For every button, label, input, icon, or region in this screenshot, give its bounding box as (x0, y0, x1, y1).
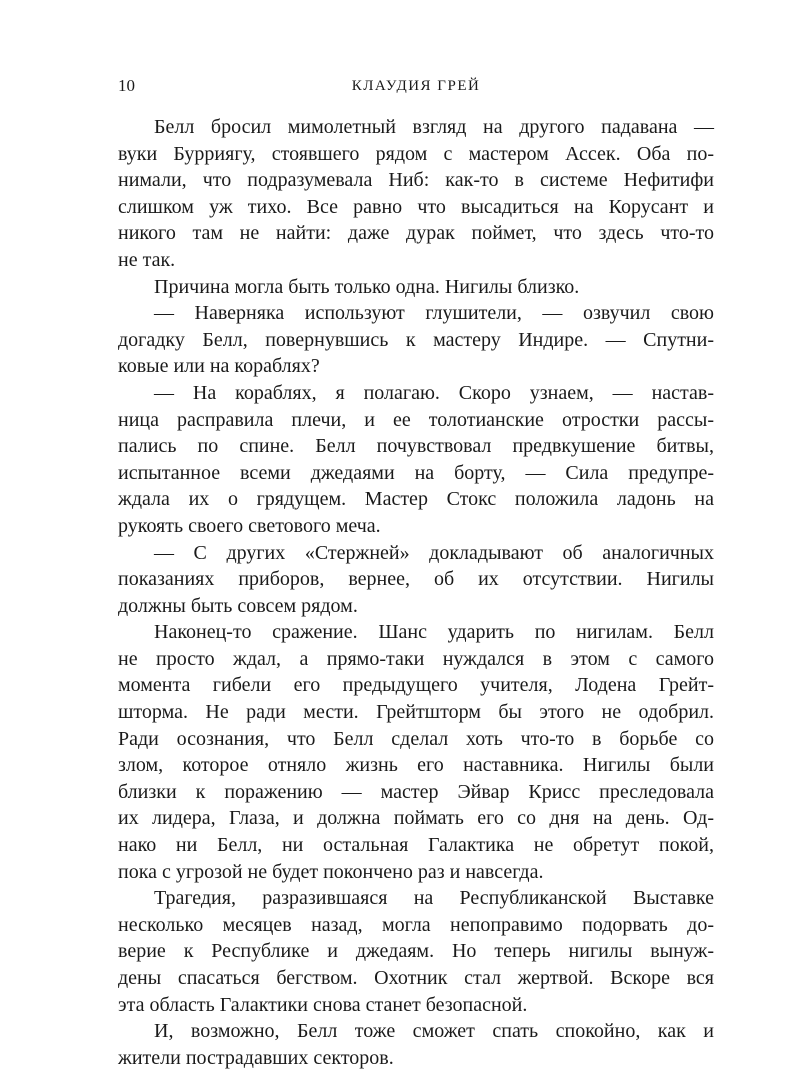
text-line: должны быть совсем рядом. (118, 594, 358, 617)
text-line: эта область Галактики снова станет безопасной. (118, 993, 528, 1016)
body-text (118, 114, 714, 1071)
text-line: догадку Белл, повернувшись к мастеру Индире. — Спутни- (118, 328, 714, 351)
text-line: никого там не найти: даже дурак поймет, что здесь что-то (118, 222, 714, 245)
text-line: испытанное всеми джедаями на борту, — Сила предупре- (118, 461, 714, 484)
running-head-author: КЛАУДИЯ ГРЕЙ (351, 78, 481, 94)
text-line: показаниях приборов, вернее, об их отсутствии. Нигилы (118, 568, 714, 591)
text-line: несколько месяцев назад, могла непоправимо подорвать до- (118, 913, 714, 936)
text-line: Трагедия, разразившаяся на Республиканской Выставке (154, 887, 714, 910)
text-line: нако ни Белл, ни остальная Галактика не обретут покой, (118, 834, 714, 857)
page-header (118, 76, 714, 100)
text-line: Причина могла быть только одна. Нигилы близко. (154, 275, 580, 298)
text-line: дены спасаться бегством. Охотник стал жертвой. Вскоре вся (118, 967, 714, 989)
text-line: рукоять своего светового меча. (118, 514, 381, 537)
text-line: — На кораблях, я полагаю. Скоро узнаем, — настав- (154, 381, 714, 404)
text-line: ждала их о грядущем. Мастер Стокс положила ладонь на (118, 488, 714, 511)
text-line: нимали, что подразумевала Ниб: как-то в системе Нефитифи (118, 169, 714, 192)
text-line: Белл бросил мимолетный взгляд на другого падавана — (154, 116, 714, 138)
text-line: близки к поражению — мастер Эйвар Крисс преследовала (118, 780, 714, 803)
text-line: ковые или на кораблях? (118, 355, 320, 378)
text-line: Ради осознания, что Белл сделал хоть что-то в борьбе со (118, 727, 714, 750)
text-line: момента гибели его предыдущего учителя, Лодена Грейт- (118, 674, 714, 697)
page-number: 10 (118, 76, 135, 95)
text-line: — Наверняка используют глушители, — озвучил свою (154, 302, 714, 325)
text-line: пались по спине. Белл почувствовал предвкушение битвы, (118, 435, 714, 458)
text-line: шторма. Не ради мести. Грейтшторм бы этого не одобрил. (118, 701, 714, 724)
text-line: слишком уж тихо. Все равно что высадиться на Корусант и (118, 195, 714, 218)
text-line: пока с угрозой не будет покончено раз и навсегда. (118, 860, 544, 883)
text-line: жители пострадавших секторов. (118, 1046, 394, 1069)
text-line: ница расправила плечи, и ее толотианские отростки рассы- (118, 408, 714, 431)
text-line: — С других «Стержней» докладывают об аналогичных (154, 541, 714, 564)
text-line: не так. (118, 248, 176, 271)
text-line: злом, которое отняло жизнь его наставника. Нигилы были (118, 754, 714, 777)
text-line: не просто ждал, а прямо-таки нуждался в этом с самого (118, 647, 714, 670)
text-line: верие к Республике и джедаям. Но теперь нигилы вынуж- (118, 940, 714, 963)
text-line: вуки Бурриягу, стоявшего рядом с мастером Ассек. Оба по- (118, 142, 714, 165)
text-line: их лидера, Глаза, и должна поймать его со дня на день. Од- (118, 807, 714, 830)
text-line: И, возможно, Белл тоже сможет спать спокойно, как и (154, 1020, 714, 1043)
text-line: Наконец-то сражение. Шанс ударить по нигилам. Белл (154, 621, 714, 644)
